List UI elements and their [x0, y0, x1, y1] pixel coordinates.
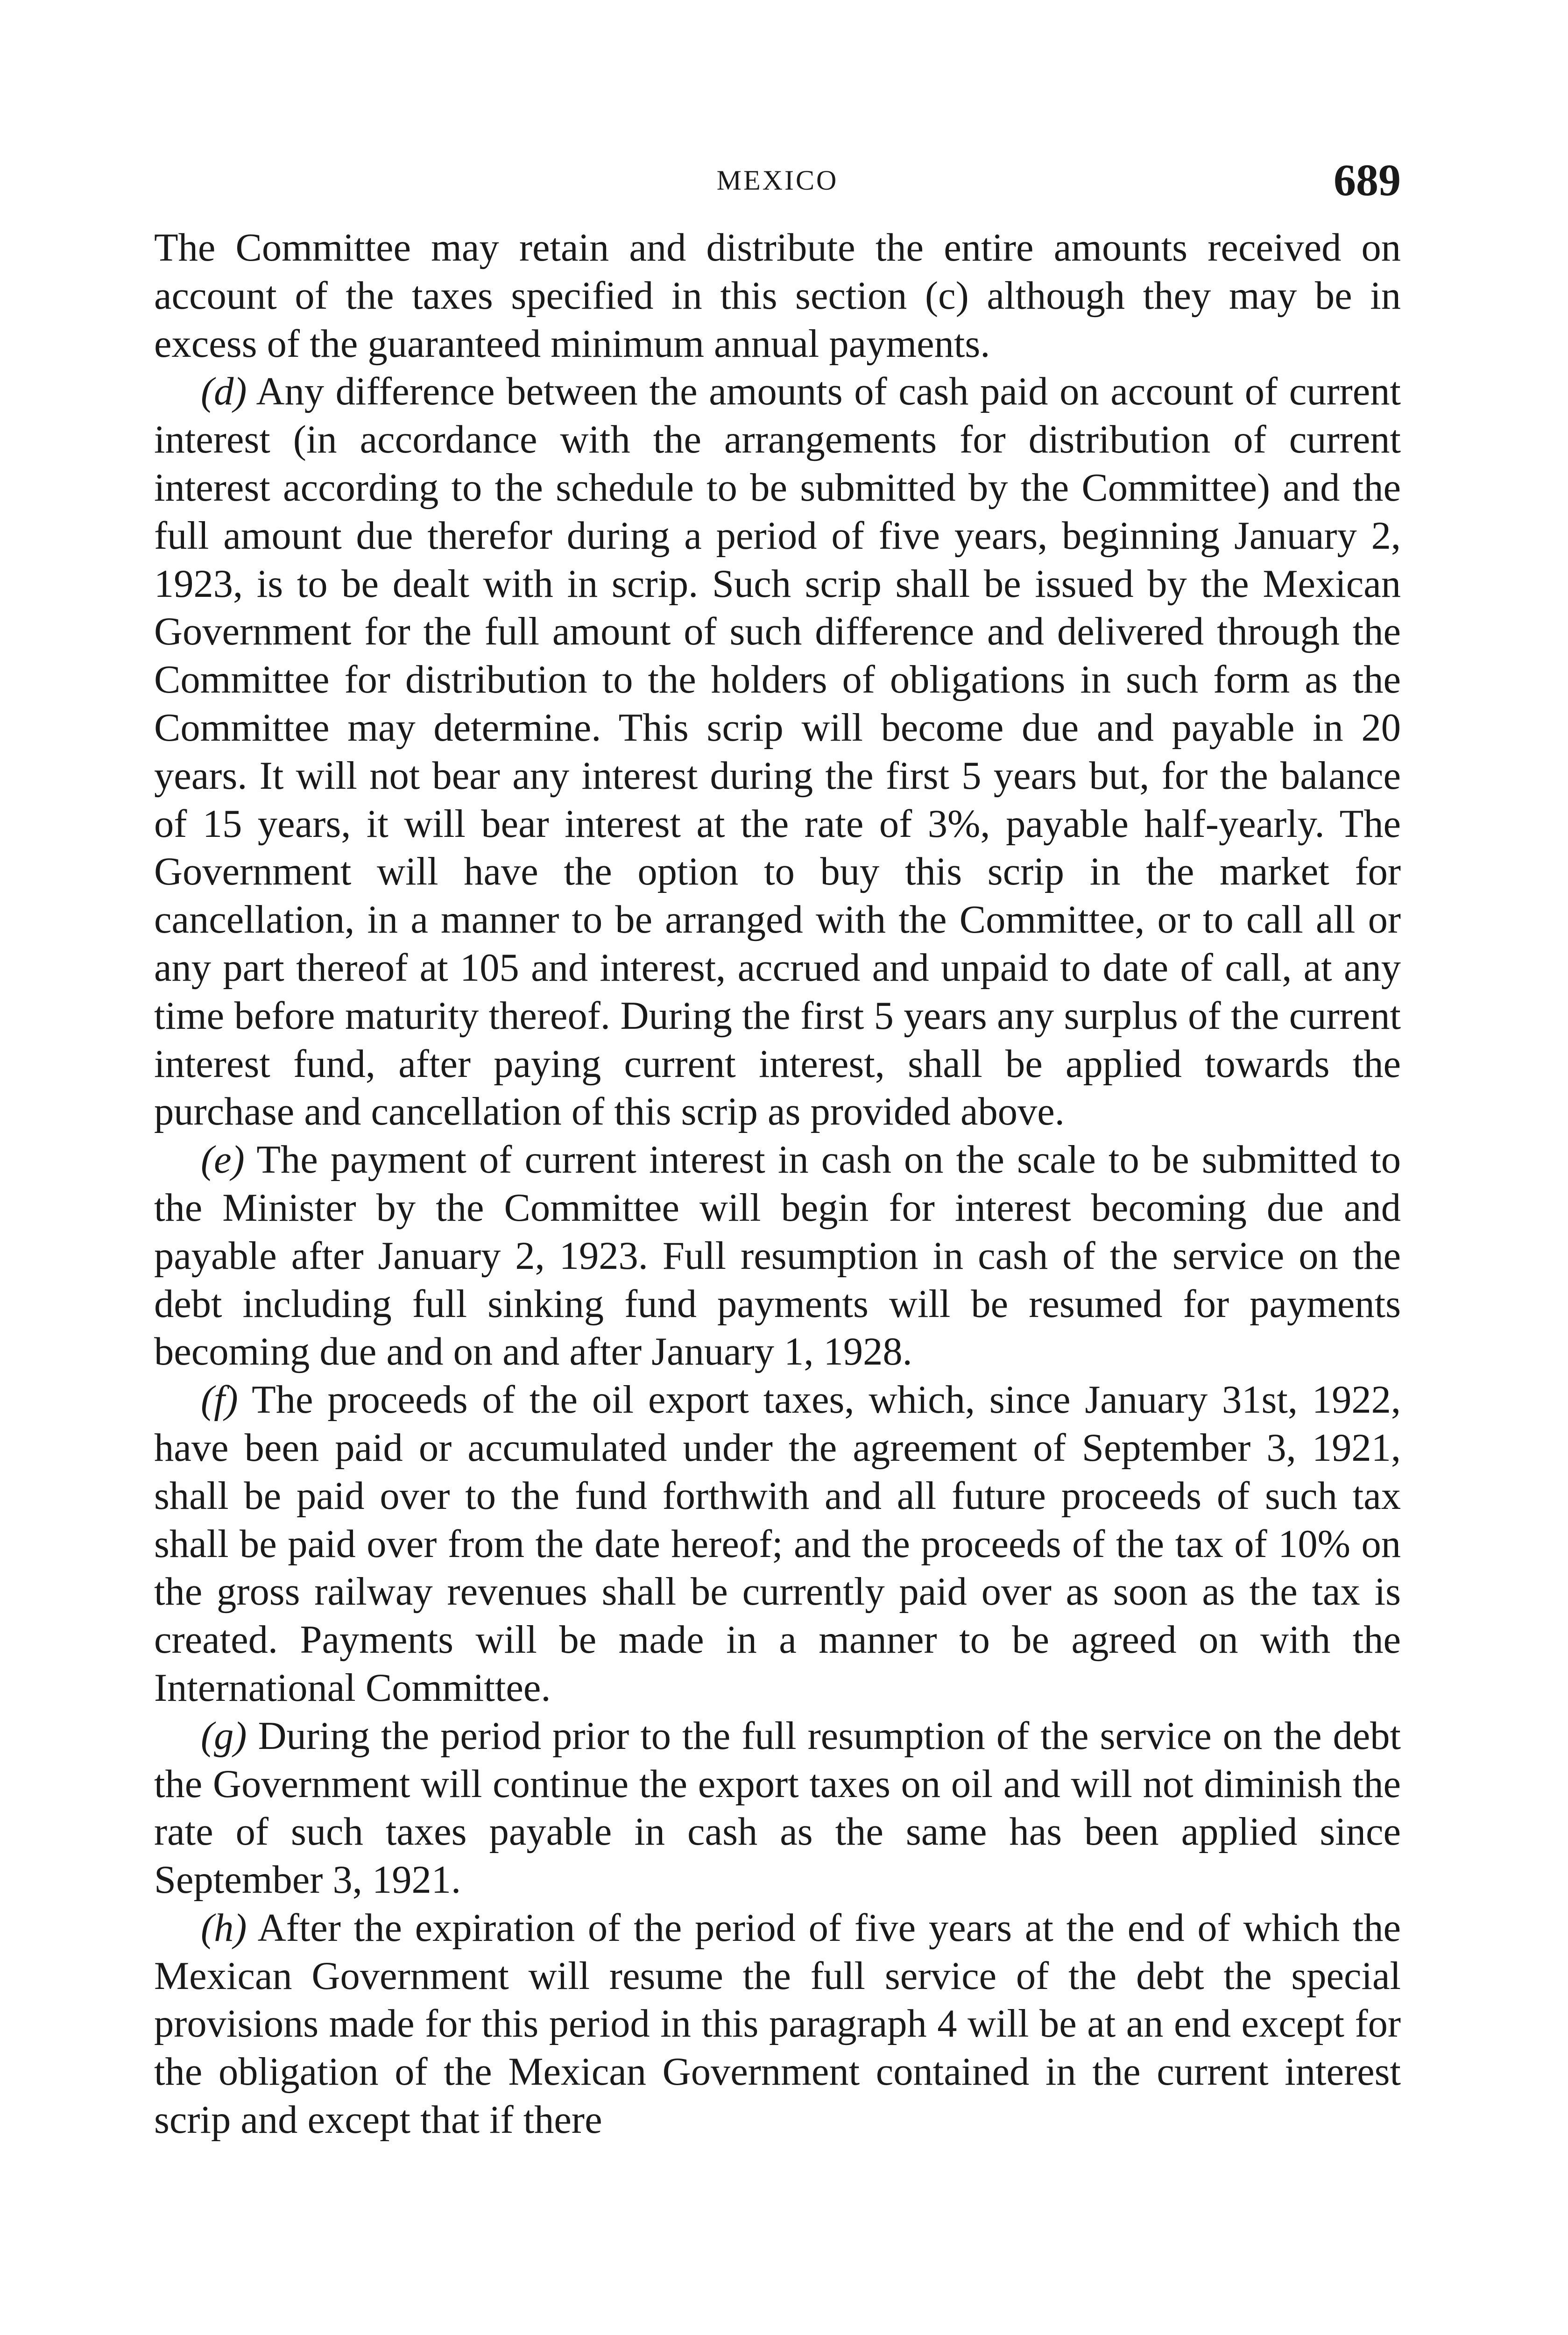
paragraph-text: During the period prior to the full resumption of the service on the debt the Government will continue the export taxes on oil and will not diminish the rate of such taxes payable in cash as the same has been applied since September 3, 1921.	[154, 1714, 1401, 1902]
paragraph-marker: (d)	[201, 370, 247, 414]
paragraph-c-continued	[154, 224, 1401, 368]
paragraph-e	[154, 1136, 1401, 1376]
running-title: MEXICO	[716, 165, 839, 196]
paragraph-text: Any difference between the amounts of cash paid on account of current interest (in accordance with the arrangements for distribution of current interest according to the schedule to be submitted by the Committee) and the full amount due therefor during a period of five years, beginning January 2, 1923, is to be dealt with in scrip. Such scrip shall be issued by the Mexican Government for the full amount of such difference and delivered through the Committee for distribution to the holders of obligations in such form as the Committee may determine. This scrip will become due and payable in 20 years. It will not bear any interest during the first 5 years but, for the balance of 15 years, it will bear interest at the rate of 3%, payable half-yearly. The Government will have the option to buy this scrip in the market for cancellation, in a manner to be arranged with the Committee, or to call all or any part thereof at 105 and interest, accrued and unpaid to date of call, at any time before maturity thereof. During the first 5 years any surplus of the current interest fund, after paying current interest, shall be applied towards the purchase and cancellation of this scrip as provided above.	[154, 370, 1401, 1134]
paragraph-marker: (e)	[201, 1138, 245, 1182]
paragraph-text: The Committee may retain and distribute the entire amounts received on account of the taxes specified in this section (c) although they may be in excess of the guaranteed minimum annual payments.	[154, 226, 1401, 366]
paragraph-marker: (g)	[201, 1714, 247, 1758]
paragraph-f	[154, 1376, 1401, 1712]
paragraph-marker: (f)	[201, 1378, 238, 1422]
book-page	[154, 154, 1401, 2144]
paragraph-text: The payment of current interest in cash on the scale to be submitted to the Minister by the Committee will begin for interest becoming due and payable after January 2, 1923. Full resumption in cash of the service on the debt including full sinking fund payments will be resumed for payments becoming due and on and after January 1, 1928.	[154, 1138, 1401, 1374]
paragraph-d	[154, 368, 1401, 1136]
paragraph-h	[154, 1904, 1401, 2144]
paragraph-g	[154, 1712, 1401, 1904]
paragraph-marker: (h)	[201, 1906, 247, 1950]
body-text	[154, 224, 1401, 2144]
page-number: 689	[1334, 155, 1401, 205]
paragraph-text: After the expiration of the period of five years at the end of which the Mexican Government will resume the full service of the debt the special provisions made for this period in this paragraph 4 will be at an end except for the obligation of the Mexican Government contained in the current interest scrip and except that if there	[154, 1906, 1401, 2142]
running-head	[154, 154, 1401, 210]
paragraph-text: The proceeds of the oil export taxes, which, since January 31st, 1922, have been paid or accumulated under the agreement of September 3, 1921, shall be paid over to the fund forthwith and all future proceeds of such tax shall be paid over from the date hereof; and the proceeds of the tax of 10% on the gross railway revenues shall be currently paid over as soon as the tax is created. Payments will be made in a manner to be agreed on with the International Committee.	[154, 1378, 1401, 1710]
